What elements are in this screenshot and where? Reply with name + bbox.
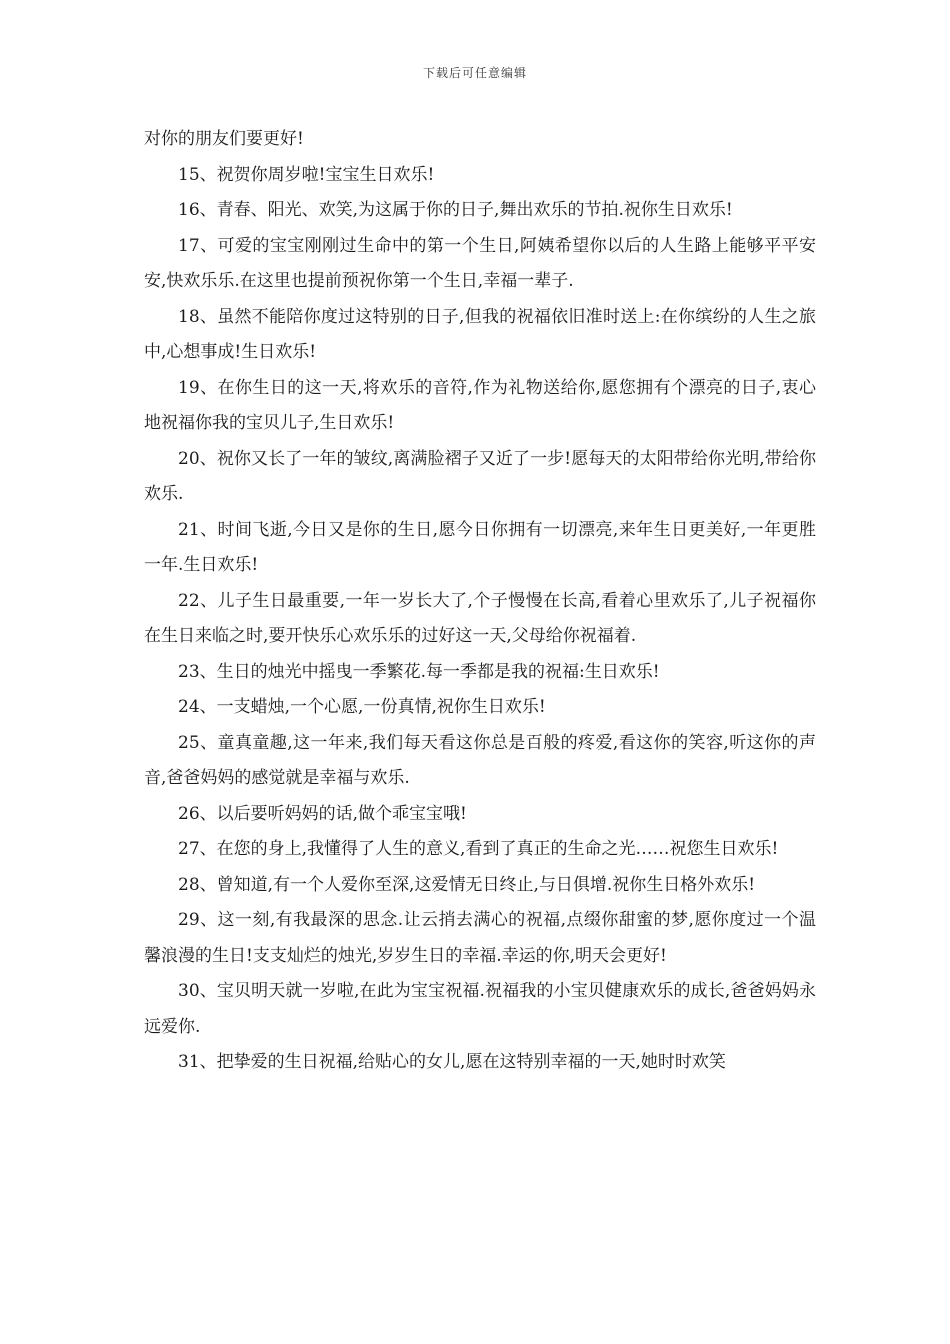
page-header: 下载后可任意编辑 (422, 66, 527, 80)
paragraph: 20、祝你又长了一年的皱纹,离满脸褶子又近了一步!愿每天的太阳带给你光明,带给你欢乐. (144, 448, 816, 504)
paragraph: 对你的朋友们要更好! (144, 129, 304, 149)
paragraph: 24、一支蜡烛,一个心愿,一份真情,祝你生日欢乐! (178, 697, 546, 717)
paragraph: 28、曾知道,有一个人爱你至深,这爱情无日终止,与日俱增.祝你生日格外欢乐! (178, 874, 756, 895)
paragraph: 27、在您的身上,我懂得了人生的意义,看到了真正的生命之光……祝您生日欢乐! (178, 839, 779, 859)
paragraph: 25、童真童趣,这一年来,我们每天看这你总是百般的疼爱,看这你的笑容,听这你的声音,爸爸妈妈的感觉就是幸福与欢乐. (144, 732, 816, 788)
paragraph: 23、生日的烛光中摇曳一季繁花.每一季都是我的祝福:生日欢乐! (178, 661, 660, 682)
paragraph: 30、宝贝明天就一岁啦,在此为宝宝祝福.祝福我的小宝贝健康欢乐的成长,爸爸妈妈永远爱你. (144, 981, 816, 1037)
document-body (144, 122, 816, 1081)
paragraph: 26、以后要听妈妈的话,做个乖宝宝哦! (178, 803, 467, 824)
paragraph: 15、祝贺你周岁啦!宝宝生日欢乐! (178, 164, 435, 185)
paragraph: 29、这一刻,有我最深的思念.让云捎去满心的祝福,点缀你甜蜜的梦,愿你度过一个温馨浪漫的生日!支支灿烂的烛光,岁岁生日的幸福.幸运的你,明天会更好! (144, 910, 816, 966)
paragraph: 19、在你生日的这一天,将欢乐的音符,作为礼物送给你,愿您拥有个漂亮的日子,衷心地祝福你我的宝贝儿子,生日欢乐! (144, 377, 816, 433)
paragraph: 16、青春、阳光、欢笑,为这属于你的日子,舞出欢乐的节拍.祝你生日欢乐! (178, 200, 733, 220)
paragraph: 31、把挚爱的生日祝福,给贴心的女儿,愿在这特别幸福的一天,她时时欢笑 (178, 1052, 726, 1072)
paragraph: 22、儿子生日最重要,一年一岁长大了,个子慢慢在长高,看着心里欢乐了,儿子祝福你在生日来临之时,要开快乐心欢乐乐的过好这一天,父母给你祝福着. (144, 590, 816, 646)
paragraph: 17、可爱的宝宝刚刚过生命中的第一个生日,阿姨希望你以后的人生路上能够平平安安,快欢乐乐.在这里也提前预祝你第一个生日,幸福一辈子. (144, 235, 816, 291)
paragraph: 18、虽然不能陪你度过这特别的日子,但我的祝福依旧准时送上:在你缤纷的人生之旅中,心想事成!生日欢乐! (144, 306, 816, 362)
paragraph: 21、时间飞逝,今日又是你的生日,愿今日你拥有一切漂亮,来年生日更美好,一年更胜一年.生日欢乐! (144, 519, 816, 575)
